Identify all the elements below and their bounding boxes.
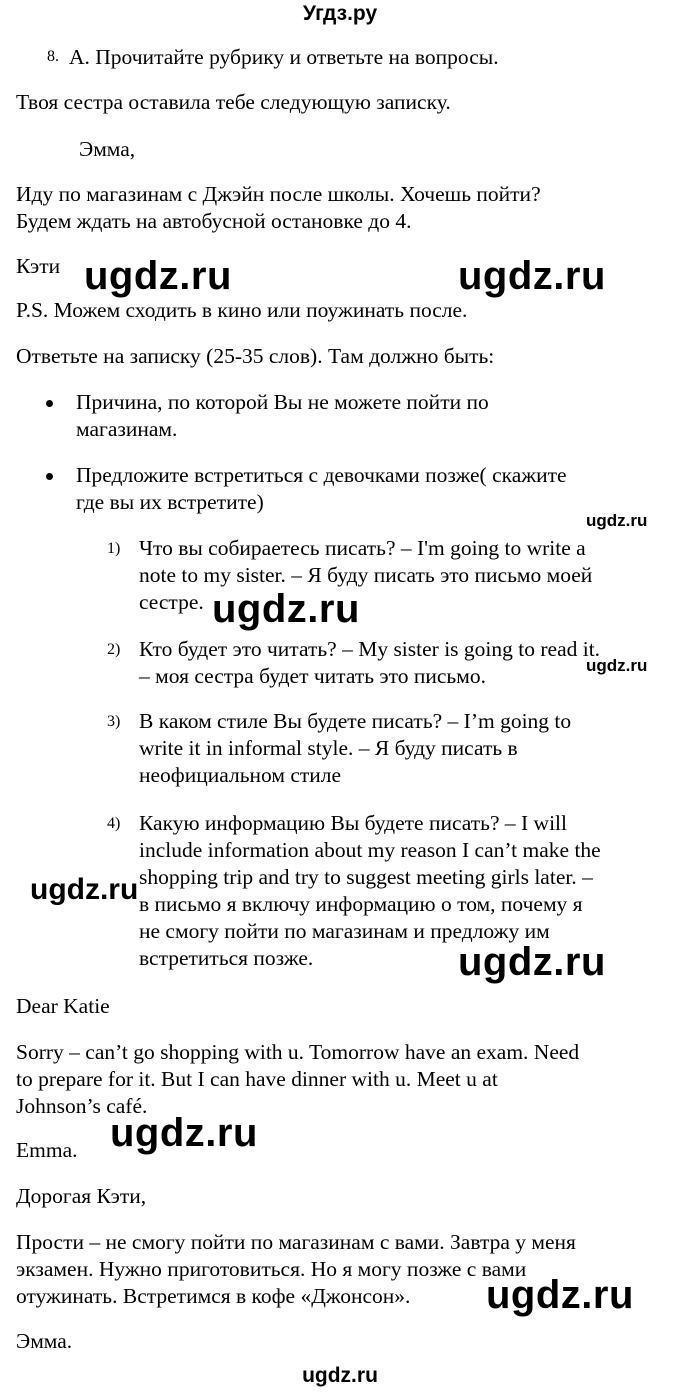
note-signature: Кэти [16, 254, 61, 278]
question-4-line6: встретиться позже. [139, 946, 314, 970]
question-3-number: 3) [107, 713, 121, 730]
bullet-2-line2: где вы их встретите) [76, 490, 264, 514]
watermark: ugdz.ru [486, 1273, 634, 1317]
question-4-line2: include information about my reason I can’t make the [139, 838, 601, 862]
letter-ru-greeting: Дорогая Кэти, [16, 1184, 147, 1208]
letter-en-greeting: Dear Katie [16, 994, 110, 1018]
letter-ru-line3: отужинать. Встретимся в кофе «Джонсон». [16, 1284, 411, 1308]
watermark: ugdz.ru [586, 656, 648, 675]
reply-task: Ответьте на записку (25-35 слов). Там должно быть: [16, 344, 495, 368]
letter-ru-line2: экзамен. Нужно приготовиться. Но я могу позже с вами [16, 1257, 527, 1281]
note-greeting: Эмма, [79, 137, 136, 161]
question-4-line4: в письмо я включу информацию о том, почему я [139, 892, 583, 916]
bullet-1-line2: магазинам. [76, 417, 178, 441]
question-4-line3: shopping trip and try to suggest meeting girls later. – [139, 865, 593, 889]
letter-en-line2: to prepare for it. But I can have dinner with u. Meet u at [16, 1067, 498, 1091]
question-1-number: 1) [107, 540, 121, 557]
intro-text: Твоя сестра оставила тебе следующую записку. [16, 90, 451, 114]
bullet-2-line1: Предложите встретиться с девочками позже( скажите [76, 463, 567, 487]
bullet-1-line1: Причина, по которой Вы не можете пойти по [76, 390, 489, 414]
question-3-line3: неофициальном стиле [139, 763, 342, 787]
letter-en-line3: Johnson’s café. [16, 1094, 148, 1118]
watermark: ugdz.ru [212, 587, 360, 631]
task-number: 8. [47, 48, 59, 65]
question-2-number: 2) [107, 641, 121, 658]
watermark: ugdz.ru [586, 511, 648, 530]
watermark: ugdz.ru [458, 940, 606, 984]
watermark: ugdz.ru [30, 873, 139, 906]
letter-en-line1: Sorry – can’t go shopping with u. Tomorrow have an exam. Need [16, 1040, 580, 1064]
question-4-line1: Какую информацию Вы будете писать? – I will [139, 811, 567, 835]
question-4-line5: не смогу пойти по магазинам и предложу им [139, 919, 550, 943]
letter-ru-line1: Прости – не смогу пойти по магазинам с вами. Завтра у меня [16, 1230, 576, 1254]
note-body-line1: Иду по магазинам с Джэйн после школы. Хочешь пойти? [16, 182, 541, 206]
bullet-dot [46, 473, 53, 480]
letter-ru-signature: Эмма. [16, 1329, 73, 1353]
task-instruction: A. Прочитайте рубрику и ответьте на вопросы. [69, 45, 499, 69]
watermark: ugdz.ru [84, 254, 232, 298]
question-1-line1: Что вы собираетесь писать? – I'm going to write a [139, 536, 586, 560]
question-3-line1: В каком стиле Вы будете писать? – I’m going to [139, 709, 572, 733]
question-2-line1: Кто будет это читать? – My sister is going to read it. [139, 637, 601, 661]
site-title: Угдз.ру [302, 2, 378, 25]
note-ps: P.S. Можем сходить в кино или поужинать после. [16, 298, 468, 322]
watermark-footer: ugdz.ru [302, 1364, 378, 1387]
question-4-number: 4) [107, 815, 121, 832]
watermark: ugdz.ru [110, 1111, 258, 1155]
question-1-line2: note to my sister. – Я буду писать это письмо моей [139, 563, 593, 587]
question-1-line3: сестре. [139, 590, 204, 614]
question-2-line2: – моя сестра будет читать это письмо. [139, 664, 486, 688]
letter-en-signature: Emma. [16, 1138, 78, 1162]
bullet-dot [46, 400, 53, 407]
question-3-line2: write it in informal style. – Я буду писать в [139, 736, 518, 760]
watermark: ugdz.ru [458, 254, 606, 298]
note-body-line2: Будем ждать на автобусной остановке до 4. [16, 209, 412, 233]
